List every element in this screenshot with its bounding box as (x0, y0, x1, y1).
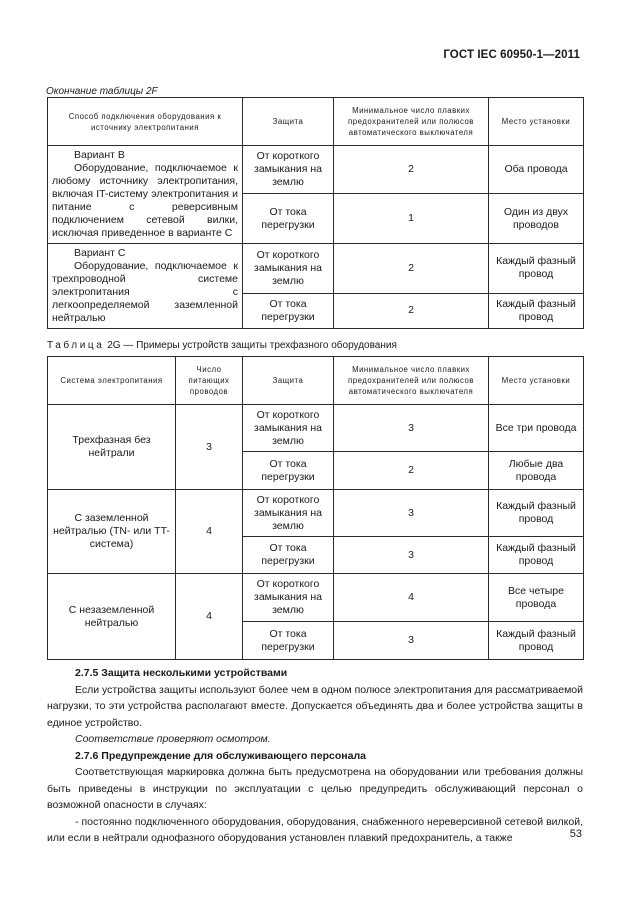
t2f-variant-b-cell (48, 146, 243, 244)
t2g-wires: 4 (176, 574, 243, 660)
t2g-count: 3 (334, 622, 489, 660)
section-2-7-6-paragraph: Соответствующая маркировка должна быть предусмотрена на оборудовании или требования должны быть приведены в инструкции по эксплуатации с целью предупредить обслуживающий персонал о возможной опасности в случаях: (47, 766, 583, 811)
table-2f (47, 97, 584, 329)
t2g-col-wires: Число питающих проводов (176, 357, 243, 405)
t2f-protection: От тока перегрузки (243, 293, 334, 328)
t2f-count: 1 (334, 194, 489, 244)
t2g-system: Трехфазная без нейтрали (48, 405, 176, 490)
t2g-location: Все четыре провода (489, 574, 584, 622)
t2g-col-system: Система электропитания (48, 357, 176, 405)
t2f-location: Оба провода (489, 146, 584, 194)
t2f-location: Один из двух проводов (489, 194, 584, 244)
t2g-count: 4 (334, 574, 489, 622)
table-2g-caption (47, 340, 397, 351)
table-row (48, 146, 584, 194)
document-header: ГОСТ IEC 60950-1—2011 (443, 49, 580, 61)
t2f-variant-b-desc: Оборудование, подключаемое к любому источнику электропитания, включая IT-систему электропитания и питание с реверсивным подключением сетевой вилки, исключая приведенное в варианте C (52, 162, 238, 239)
t2f-location: Каждый фазный провод (489, 293, 584, 328)
t2g-count: 2 (334, 452, 489, 490)
page-number: 53 (569, 828, 582, 840)
t2f-variant-c-desc: Оборудование, подключаемое к трехпроводной системе электропитания с легкоопределяемой заземленной нейтралью (52, 260, 238, 324)
table-2g-caption-title: 2G — Примеры устройств защиты трехфазного оборудования (104, 340, 397, 351)
t2f-col-location: Место установки (489, 98, 584, 146)
t2f-count: 2 (334, 293, 489, 328)
t2f-protection: От короткого замыкания на землю (243, 146, 334, 194)
t2g-system: С незаземленной нейтралью (48, 574, 176, 660)
table-row (48, 244, 584, 294)
t2g-count: 3 (334, 405, 489, 452)
t2g-location: Каждый фазный провод (489, 622, 584, 660)
section-2-7-6-heading: 2.7.6 Предупреждение для обслуживающего персонала (75, 749, 366, 762)
section-2-7-5-paragraph: Если устройства защиты используют более чем в одном полюсе электропитания для рассматриваемой нагрузки, то эти устройства располагают вместе. Допускается объединять два и более устройства защиты в единое устройство. (47, 683, 583, 729)
t2g-protection: От короткого замыкания на землю (243, 405, 334, 452)
table-2g-caption-prefix: Таблица (47, 340, 105, 351)
table-row (48, 574, 584, 622)
t2f-location: Каждый фазный провод (489, 244, 584, 294)
t2f-variant-b-title: Вариант B (74, 149, 125, 161)
t2g-protection: От короткого замыкания на землю (243, 490, 334, 537)
t2f-protection: От короткого замыкания на землю (243, 244, 334, 294)
t2g-col-location: Место установки (489, 357, 584, 405)
t2g-wires: 4 (176, 490, 243, 574)
t2f-count: 2 (334, 146, 489, 194)
table-row (48, 405, 584, 452)
t2g-wires: 3 (176, 405, 243, 490)
t2g-system: С заземленной нейтралью (TN- или TT-система) (48, 490, 176, 574)
t2g-location: Все три провода (489, 405, 584, 452)
table-row (48, 490, 584, 537)
t2f-col-connection: Способ подключения оборудования к источнику электропитания (48, 98, 243, 146)
t2f-variant-c-cell (48, 244, 243, 329)
section-2-7-6-list-item: - постоянно подключенного оборудования, оборудования, снабженного нереверсивной сетевой вилкой, или если в нейтрали однофазного оборудования установлен плавкий предохранитель, а также (47, 815, 583, 844)
t2g-protection: От тока перегрузки (243, 452, 334, 490)
t2f-variant-c-title: Вариант C (74, 247, 126, 259)
t2g-count: 3 (334, 537, 489, 574)
table-2f-caption: Окончание таблицы 2F (46, 86, 158, 97)
t2f-count: 2 (334, 244, 489, 294)
t2g-protection: От тока перегрузки (243, 622, 334, 660)
t2g-col-min-count: Минимальное число плавких предохранителей или полюсов автоматического выключателя (334, 357, 489, 405)
t2g-location: Любые два провода (489, 452, 584, 490)
body-text (47, 665, 583, 847)
section-2-7-5-compliance: Соответствие проверяют осмотром. (75, 733, 271, 745)
table-2g (47, 356, 584, 660)
t2f-col-min-count: Минимальное число плавких предохранителей или полюсов автоматического выключателя (334, 98, 489, 146)
t2f-protection: От тока перегрузки (243, 194, 334, 244)
t2g-protection: От тока перегрузки (243, 537, 334, 574)
section-2-7-5-heading: 2.7.5 Защита несколькими устройствами (75, 667, 288, 679)
t2g-protection: От короткого замыкания на землю (243, 574, 334, 622)
t2f-col-protection: Защита (243, 98, 334, 146)
t2g-location: Каждый фазный провод (489, 537, 584, 574)
t2g-col-protection: Защита (243, 357, 334, 405)
t2g-count: 3 (334, 490, 489, 537)
t2g-location: Каждый фазный провод (489, 490, 584, 537)
